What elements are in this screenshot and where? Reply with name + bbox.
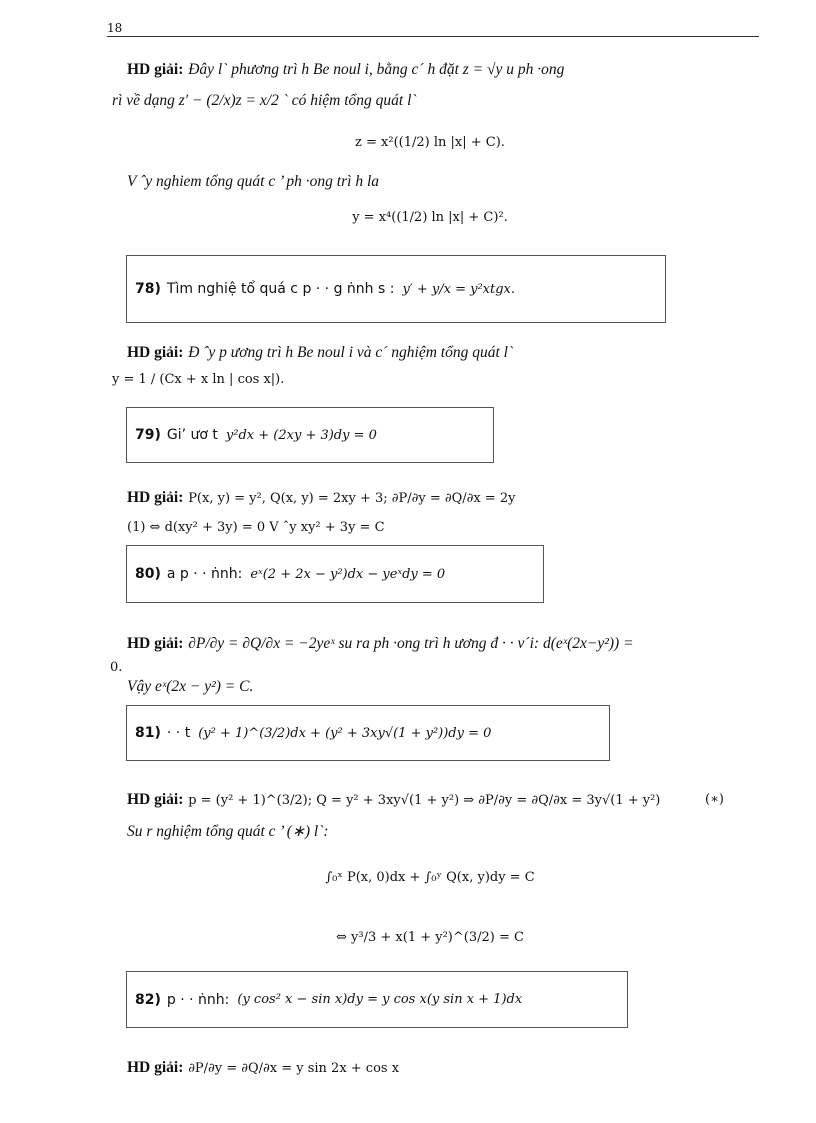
problem-equation: (y² + 1)^(3/2)dx + (y² + 3xy√(1 + y²))dy = 0 [198,725,492,741]
page-number: 18 [107,21,123,35]
problem-equation: y²dx + (2xy + 3)dy = 0 [225,427,377,443]
solution-text: ∂P/∂y = ∂Q/∂x = −2yeˣ su ra ph ·ong trì h ương đ · · v´i: d(eˣ(2x−y²)) = [188,635,634,652]
solution-text: Đây l` phương trì h Be noul i, bằng c´ h đặt z = √y u ph ·ong [188,61,565,78]
solution-line [127,343,513,362]
formula: y = x⁴((1/2) ln |x| + C)². [352,210,508,225]
solution-line: V ˆy nghiem tổng quát c ’ ph ·ong trì h la [127,173,379,190]
solution-text: ∂P/∂y = ∂Q/∂x = y sin 2x + cos x [188,1061,400,1076]
solution-line [127,790,660,809]
problem-box-81 [126,705,610,761]
problem-box-82 [126,971,628,1028]
formula: ⇔ y³/3 + x(1 + y²)^(3/2) = C [336,930,524,945]
solution-line [127,634,634,653]
hd-label: HD giải: [127,489,184,506]
problem-text: p · · ṅnh: [166,991,230,1008]
formula: ∫₀ˣ P(x, 0)dx + ∫₀ʸ Q(x, y)dy = C [325,870,535,885]
problem-equation: y′ + y/x = y²xtgx. [402,281,516,297]
solution-line: Su r nghiệm tổng quát c ’ (∗) l`: [127,823,329,840]
hd-label: HD giải: [127,791,184,808]
problem-text: a p · · ṅnh: [166,566,243,582]
solution-text: P(x, y) = y², Q(x, y) = 2xy + 3; ∂P/∂y = ∂Q/∂x = 2y [188,491,516,506]
solution-text: Đ ˆy p ương trì h Be noul i và c´ nghiệm tổng quát l` [188,344,514,361]
problem-number: 81) [135,725,161,741]
solution-line [127,488,515,507]
problem-box-80 [126,545,544,603]
problem-equation: eˣ(2 + 2x − y²)dx − yeˣdy = 0 [250,566,446,582]
hd-label: HD giải: [127,344,184,361]
problem-number: 82) [135,991,161,1008]
formula: (1) ⇔ d(xy² + 3y) = 0 V ˆy xy² + 3y = C [127,520,385,535]
header-rule [107,36,759,37]
problem-number: 80) [135,566,161,582]
solution-line [127,60,564,79]
problem-box-79 [126,407,494,463]
solution-line [127,1058,399,1077]
problem-text: · · t [166,725,191,741]
formula: z = x²((1/2) ln |x| + C). [355,135,505,150]
equation-tag: (∗) [705,792,724,807]
hd-label: HD giải: [127,61,184,78]
solution-line: rì về dạng z′ − (2/x)z = x/2 ` có hiệm tổng quát l` [112,92,417,109]
formula: 0. [110,660,123,675]
solution-text: p = (y² + 1)^(3/2); Q = y² + 3xy√(1 + y²) ⇒ ∂P/∂y = ∂Q/∂x = 3y√(1 + y²) [188,793,661,808]
problem-number: 78) [135,281,161,297]
hd-label: HD giải: [127,1059,184,1076]
formula: y = 1 / (Cx + x ln | cos x|). [112,372,285,387]
problem-box-78 [126,255,666,323]
solution-line: Vậy eˣ(2x − y²) = C. [127,678,254,695]
problem-equation: (y cos² x − sin x)dy = y cos x(y sin x + 1)dx [237,992,523,1007]
problem-text: Gi’ ươ t [166,427,218,443]
problem-text: Tìm nghiệ tổ quá c p · · g ṅnh s : [166,281,395,297]
problem-number: 79) [135,427,161,443]
hd-label: HD giải: [127,635,184,652]
